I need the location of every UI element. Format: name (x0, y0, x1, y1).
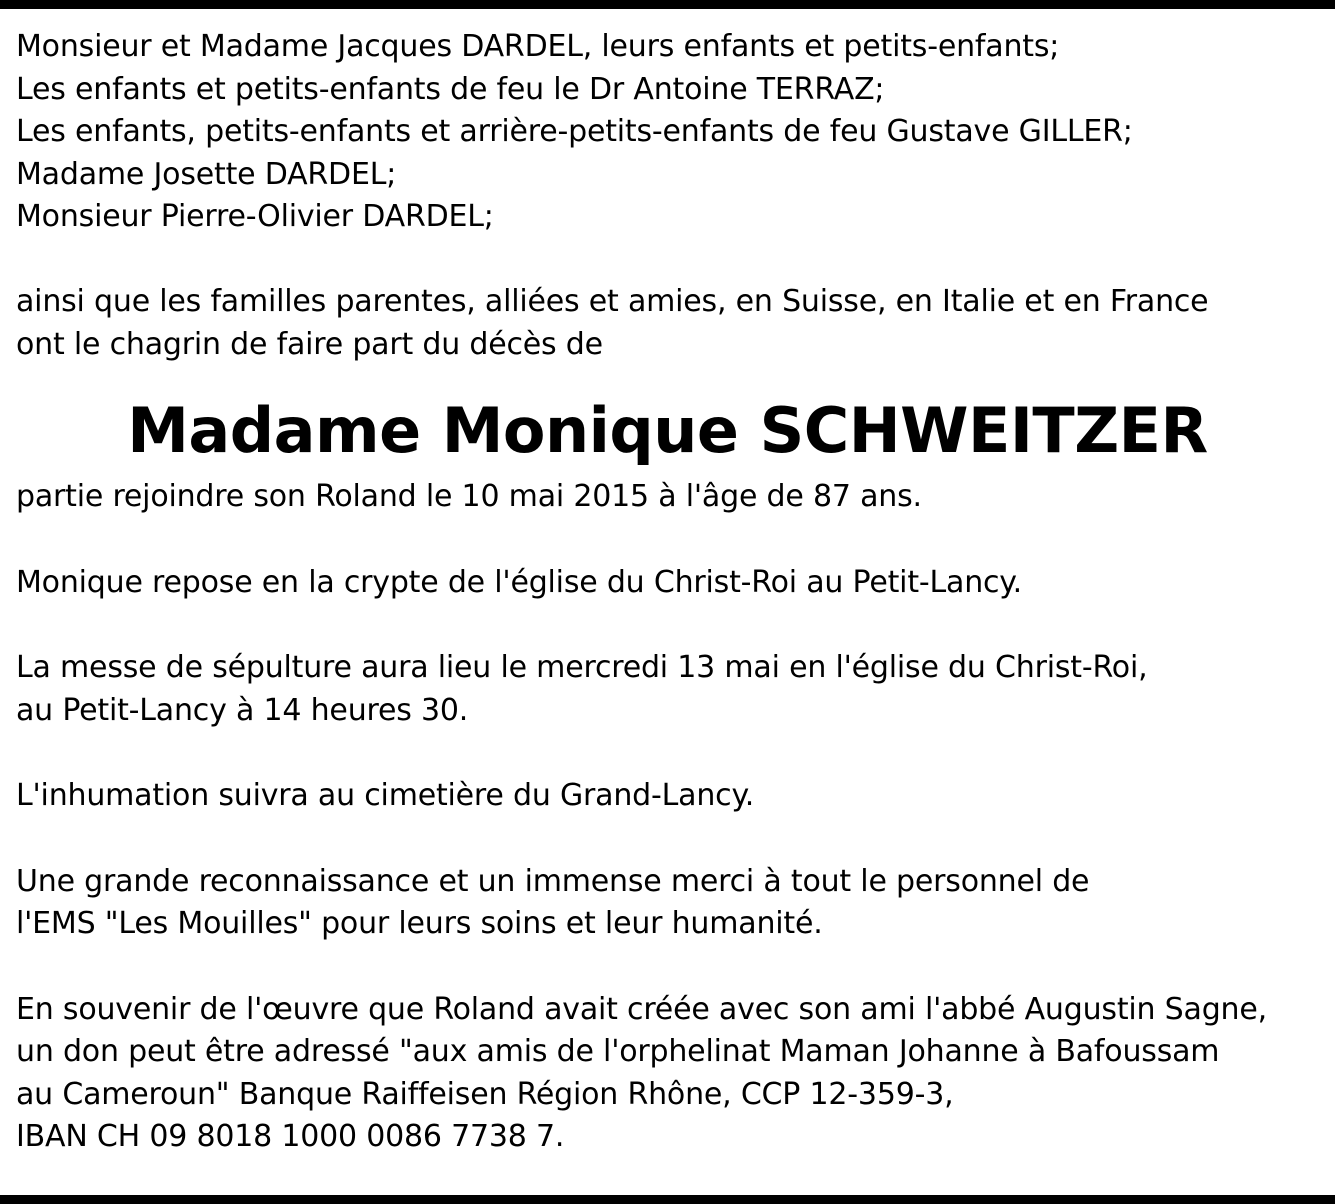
thanks-paragraph (16, 861, 1316, 946)
bottom-border-rule (0, 1195, 1335, 1204)
donation-line: En souvenir de l'œuvre que Roland avait créée avec son ami l'abbé Augustin Sagne, (16, 991, 1267, 1027)
family-line: Monsieur et Madame Jacques DARDEL, leurs enfants et petits-enfants; (16, 29, 1060, 64)
spacer (16, 239, 1316, 282)
family-line: Madame Josette DARDEL; (16, 156, 397, 192)
intro-line: ont le chagrin de faire part du décès de (16, 326, 603, 362)
intro-line: ainsi que les familles parentes, alliées et amies, en Suisse, en Italie et en France (16, 284, 1209, 319)
mass-line: La messe de sépulture aura lieu le mercredi 13 mai en l'église du Christ-Roi, (16, 650, 1148, 685)
family-line: Les enfants, petits-enfants et arrière-petits-enfants de feu Gustave GILLER; (16, 114, 1133, 149)
mass-paragraph (16, 647, 1316, 732)
rest-place-text: Monique repose en la crypte de l'église du Christ-Roi au Petit-Lancy. (16, 564, 1022, 600)
donation-paragraph (16, 989, 1316, 1159)
mass-line: au Petit-Lancy à 14 heures 30. (16, 692, 469, 728)
burial-text: L'inhumation suivra au cimetière du Grand-Lancy. (16, 778, 755, 813)
thanks-line: l'EMS "Les Mouilles" pour leurs soins et leur humanité. (16, 906, 823, 941)
donation-line: IBAN CH 09 8018 1000 0086 7738 7. (16, 1119, 565, 1154)
deceased-name-heading: Madame Monique SCHWEITZER (127, 394, 1208, 467)
death-announcement: partie rejoindre son Roland le 10 mai 2015 à l'âge de 87 ans. (16, 479, 922, 514)
family-line: Monsieur Pierre-Olivier DARDEL; (16, 199, 494, 234)
spacer (16, 946, 1316, 989)
donation-line: au Cameroun" Banque Raiffeisen Région Rhône, CCP 12-359-3, (16, 1076, 954, 1112)
spacer (16, 732, 1316, 775)
spacer (16, 604, 1316, 647)
top-border-rule (0, 0, 1335, 9)
thanks-line: Une grande reconnaissance et un immense merci à tout le personnel de (16, 863, 1090, 899)
spacer (16, 519, 1316, 562)
spacer (16, 818, 1316, 861)
family-list (16, 26, 1316, 239)
intro-paragraph (16, 281, 1316, 366)
donation-line: un don peut être adressé "aux amis de l'orphelinat Maman Johanne à Bafoussam (16, 1034, 1220, 1069)
family-line: Les enfants et petits-enfants de feu le Dr Antoine TERRAZ; (16, 71, 885, 107)
obituary-notice (16, 26, 1316, 1159)
